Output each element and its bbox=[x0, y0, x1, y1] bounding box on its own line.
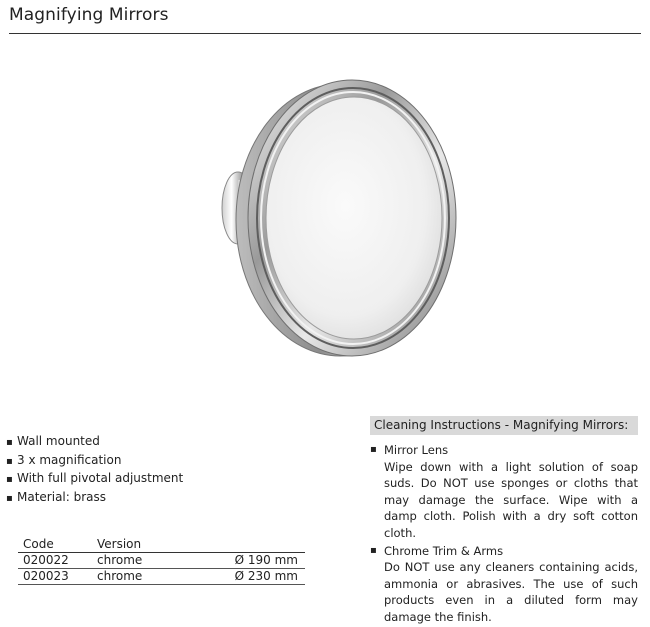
column-header-size bbox=[177, 536, 305, 552]
cleaning-header: Cleaning Instructions - Magnifying Mirrors: bbox=[370, 416, 638, 435]
magnifying-mirror-image bbox=[200, 60, 500, 380]
list-item bbox=[370, 442, 638, 542]
column-header-version: Version bbox=[97, 536, 142, 551]
bullet-icon: ▪ bbox=[370, 444, 377, 455]
feature-list bbox=[6, 433, 183, 507]
list-item bbox=[6, 489, 183, 508]
bullet-icon: ▪ bbox=[6, 492, 13, 504]
bullet-icon: ▪ bbox=[6, 474, 13, 485]
cleaning-list bbox=[370, 442, 638, 626]
table-row bbox=[18, 552, 305, 568]
cell-code: 020023 bbox=[23, 569, 69, 583]
cell-version: chrome bbox=[97, 569, 143, 583]
title-divider bbox=[9, 33, 641, 34]
list-item bbox=[370, 543, 638, 626]
feature-text: With full pivotal adjustment bbox=[17, 471, 184, 485]
cleaning-item-text: Wipe down with a light solution of soap suds. Do NOT use sponges or cloths that may damage the surface. Wipe with a damp cloth. Polish with a dry soft cotton cloth. bbox=[384, 459, 638, 540]
cleaning-instructions bbox=[370, 416, 638, 627]
product-codes-table bbox=[18, 536, 305, 585]
page-title: Magnifying Mirrors bbox=[9, 5, 169, 25]
feature-text: 3 x magnification bbox=[17, 452, 122, 467]
list-item bbox=[6, 470, 183, 489]
cell-size: Ø 190 mm bbox=[234, 553, 298, 567]
bullet-icon: ▪ bbox=[6, 437, 13, 448]
table-header-row bbox=[18, 536, 305, 552]
list-item bbox=[6, 452, 183, 471]
cleaning-item-text: Do NOT use any cleaners containing acids, ammonia or abrasives. The use of such products even in a diluted form may damage the finish. bbox=[384, 560, 638, 624]
column-header-code: Code bbox=[23, 536, 54, 551]
bullet-icon: ▪ bbox=[370, 544, 377, 556]
table-row bbox=[18, 568, 305, 584]
cleaning-item-title: Mirror Lens bbox=[384, 443, 449, 457]
feature-text: Wall mounted bbox=[17, 434, 100, 448]
cell-code: 020022 bbox=[23, 553, 69, 567]
cleaning-item-title: Chrome Trim & Arms bbox=[384, 543, 504, 558]
cell-version: chrome bbox=[97, 553, 143, 567]
feature-text: Material: brass bbox=[17, 489, 107, 504]
cell-size: Ø 230 mm bbox=[234, 569, 298, 583]
bullet-icon: ▪ bbox=[6, 455, 13, 467]
list-item bbox=[6, 433, 183, 452]
